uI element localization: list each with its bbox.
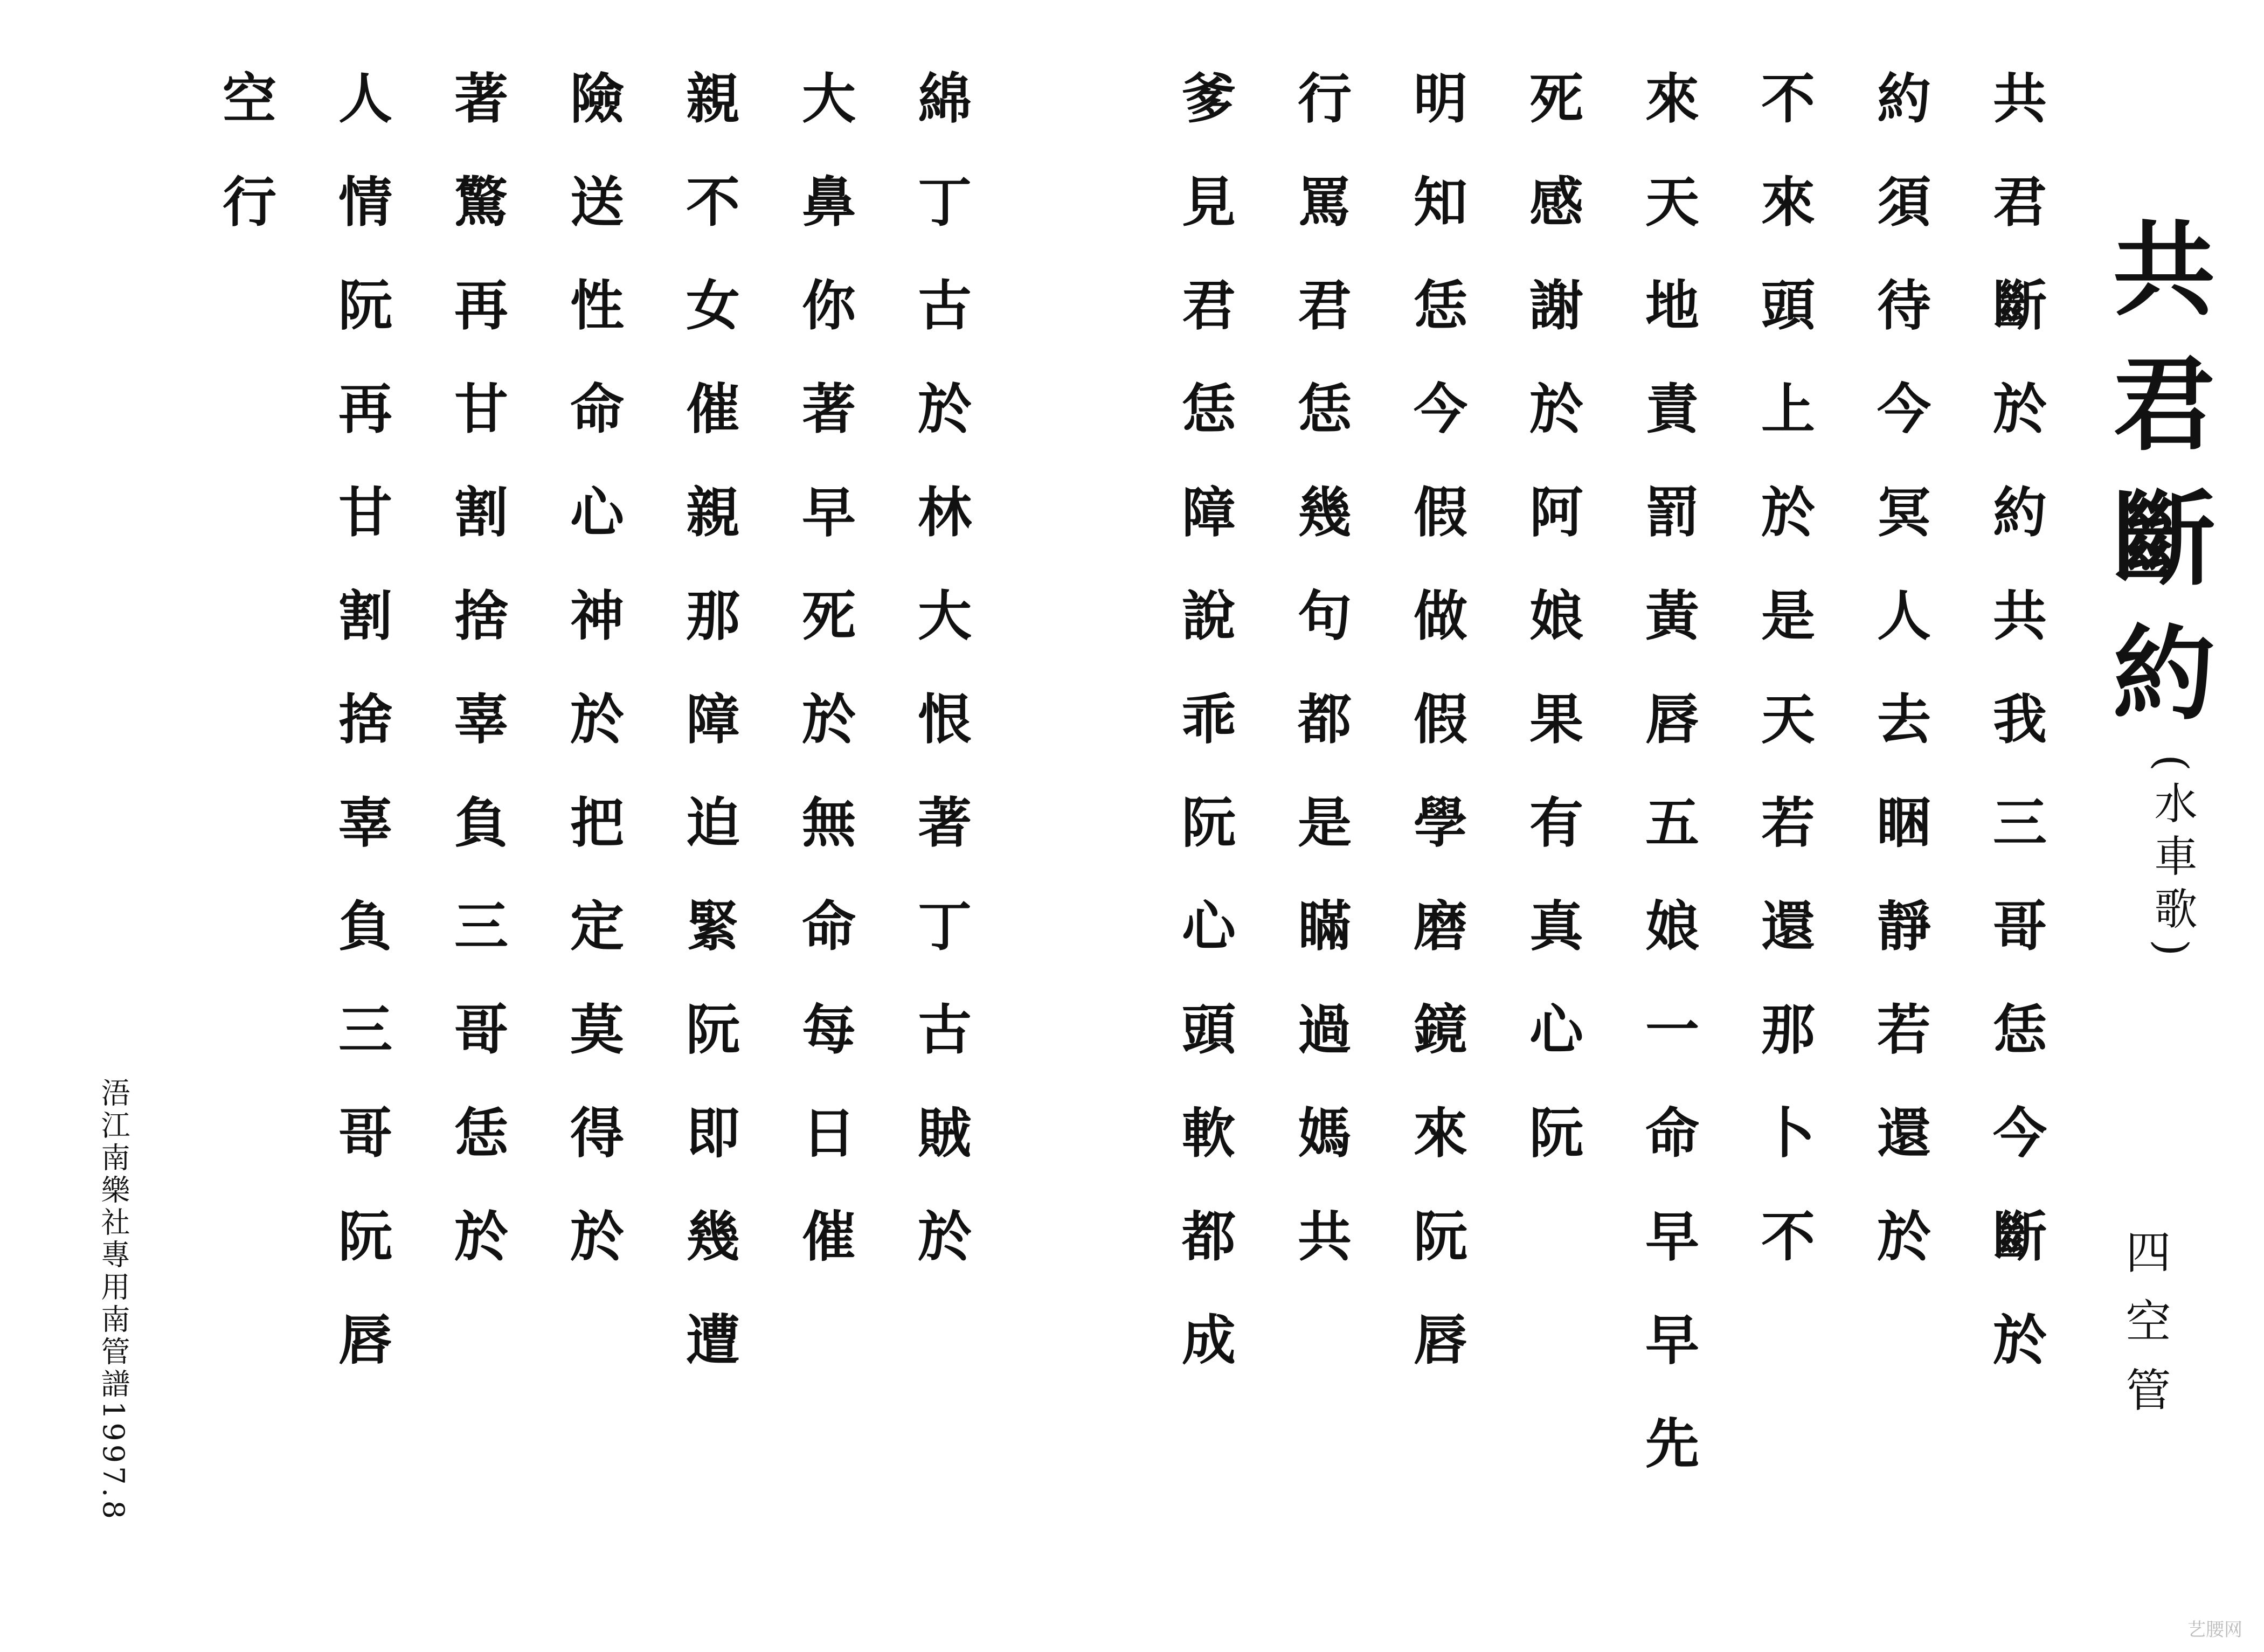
lyric-column-12: 險送性命心神於把定莫得於 [561,70,625,1311]
publisher-note: 浯江南樂社專用南管譜1997.8 [96,1078,130,1522]
lyric-column-7: 行罵君恁幾句都是瞞過媽共 [1289,70,1352,1311]
lyric-column-3: 不來頭上於是天若還那卜不 [1752,70,1816,1311]
lyric-column-15: 空行 [213,70,277,277]
lyric-column-2: 約須待今冥人去睏靜若還於 [1868,70,1931,1311]
lyric-column-14: 人情阮再甘割捨辜負三哥阮唇 [329,70,393,1415]
lyric-column-10: 大鼻你著早死於無命每日催 [793,70,856,1311]
lyric-column-11: 親不女催親那障迫緊阮即幾遭 [677,70,740,1415]
watermark-logo: 艺腰网 [2187,1619,2242,1641]
lyric-column-8: 爹見君恁障說乖阮心頭軟都成 [1173,70,1236,1415]
lyric-column-1: 共君斷於約共我三哥恁今斷於 [1984,70,2047,1415]
lyric-column-9: 綿丁古於林大恨著丁古賊於 [909,70,972,1311]
lyric-column-13: 著驚再甘割捨辜負三哥恁於 [445,70,509,1311]
song-title: 共君斷約 [2096,216,2216,754]
lyric-column-5: 死感謝於阿娘果有真心阮 [1520,70,1584,1208]
song-subtitle: (水車歌) [2147,754,2197,966]
lyric-column-4: 來天地責罰黃唇五娘一命早早先 [1636,70,1700,1518]
lyric-column-6: 明知恁今假做假學磨鏡來阮唇 [1404,70,1468,1415]
tuning-label: 四空管 [2118,1228,2171,1435]
